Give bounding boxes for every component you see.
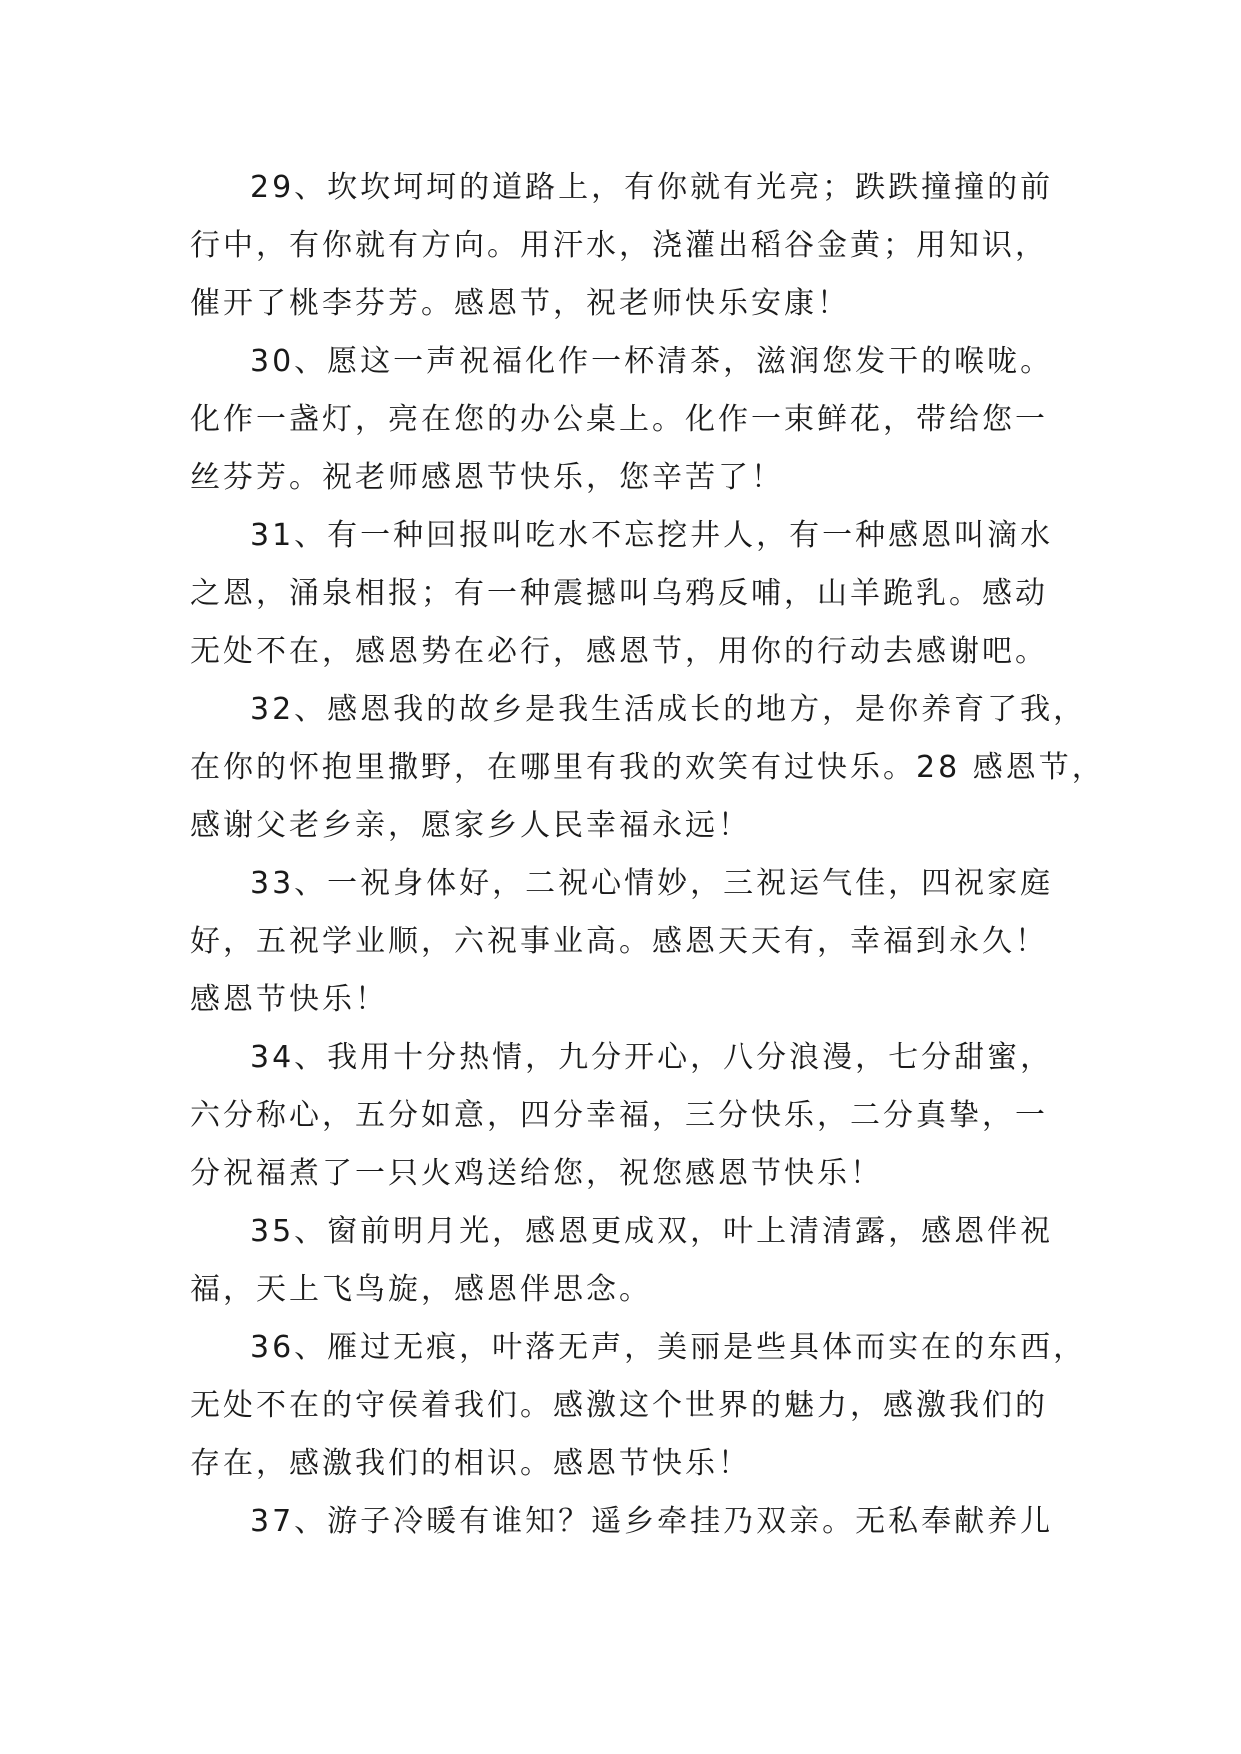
paragraph — [190, 681, 1105, 855]
text-line: 福，天上飞鸟旋，感恩伴思念。 — [190, 1272, 652, 1307]
text-line: 33、一祝身体好，二祝心情妙，三祝运气佳，四祝家庭 — [250, 866, 1054, 901]
text-line: 感谢父老乡亲，愿家乡人民幸福永远！ — [190, 808, 751, 843]
document-body — [190, 159, 1105, 1551]
text-line: 分祝福煮了一只火鸡送给您，祝您感恩节快乐！ — [190, 1156, 883, 1191]
paragraph — [190, 333, 1054, 507]
text-line: 好，五祝学业顺，六祝事业高。感恩天天有，幸福到永久！ — [190, 924, 1048, 959]
text-line: 丝芬芳。祝老师感恩节快乐，您辛苦了！ — [190, 460, 784, 495]
paragraph — [190, 507, 1054, 681]
paragraph — [190, 1493, 1054, 1551]
text-line: 34、我用十分热情，九分开心，八分浪漫，七分甜蜜， — [250, 1040, 1054, 1075]
text-line: 30、愿这一声祝福化作一杯清茶，滋润您发干的喉咙。 — [250, 344, 1054, 379]
text-line: 之恩，涌泉相报；有一种震撼叫乌鸦反哺，山羊跪乳。感动 — [190, 576, 1048, 611]
text-line: 29、坎坎坷坷的道路上，有你就有光亮；跌跌撞撞的前 — [250, 170, 1054, 205]
text-line: 催开了桃李芬芳。感恩节，祝老师快乐安康！ — [190, 286, 850, 321]
text-line: 37、游子冷暖有谁知？遥乡牵挂乃双亲。无私奉献养儿 — [250, 1504, 1054, 1539]
text-line: 六分称心，五分如意，四分幸福，三分快乐，二分真挚，一 — [190, 1098, 1048, 1133]
text-line: 无处不在，感恩势在必行，感恩节，用你的行动去感谢吧。 — [190, 634, 1048, 669]
text-line: 感恩节快乐！ — [190, 982, 388, 1017]
paragraph — [190, 159, 1054, 333]
text-line: 36、雁过无痕，叶落无声，美丽是些具体而实在的东西， — [250, 1330, 1087, 1365]
text-line: 32、感恩我的故乡是我生活成长的地方，是你养育了我， — [250, 692, 1087, 727]
paragraph — [190, 855, 1054, 1029]
paragraph — [190, 1319, 1087, 1493]
text-line: 行中，有你就有方向。用汗水，浇灌出稻谷金黄；用知识， — [190, 228, 1048, 263]
paragraph — [190, 1029, 1054, 1203]
text-line: 31、有一种回报叫吃水不忘挖井人，有一种感恩叫滴水 — [250, 518, 1054, 553]
text-line: 35、窗前明月光，感恩更成双，叶上清清露，感恩伴祝 — [250, 1214, 1054, 1249]
text-line: 化作一盏灯，亮在您的办公桌上。化作一束鲜花，带给您一 — [190, 402, 1048, 437]
text-line: 无处不在的守侯着我们。感激这个世界的魅力，感激我们的 — [190, 1388, 1048, 1423]
text-line: 在你的怀抱里撒野，在哪里有我的欢笑有过快乐。28 感恩节， — [190, 750, 1105, 785]
text-line: 存在，感激我们的相识。感恩节快乐！ — [190, 1446, 751, 1481]
paragraph — [190, 1203, 1054, 1319]
